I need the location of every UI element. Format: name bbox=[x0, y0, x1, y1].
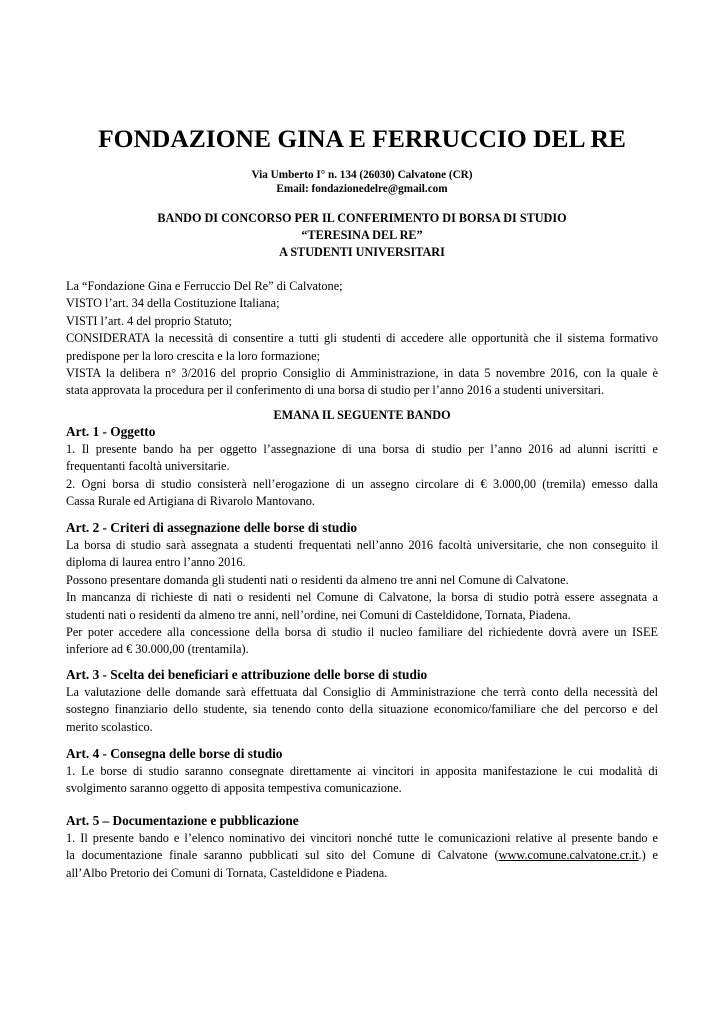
art4-line: 1. Le borse di studio saranno consegnate direttamente ai vincitori in apposita manifestazione le cui modalità di bbox=[66, 764, 658, 778]
art1-title: Art. 1 - Oggetto bbox=[66, 424, 156, 439]
art2-line: studenti nati o residenti da almeno tre anni, nell’ordine, nei Comuni di Casteldidone, Tornata, Piadena. bbox=[66, 607, 571, 622]
art2-title: Art. 2 - Criteri di assegnazione delle borse di studio bbox=[66, 520, 358, 535]
preamble bbox=[66, 278, 658, 400]
art4-line: svolgimento saranno oggetto di apposita tempestiva comunicazione. bbox=[66, 781, 402, 796]
preamble-line: VISTA la delibera n° 3/2016 del proprio Consiglio di Amministrazione, in data 5 novembre 2016, con la quale è bbox=[66, 366, 658, 381]
comune-website-link[interactable]: www.comune.calvatone.cr.it bbox=[498, 848, 639, 863]
preamble-line: VISTI l’art. 4 del proprio Statuto; bbox=[66, 313, 232, 328]
art3-body bbox=[66, 684, 658, 736]
art1-line: Cassa Rurale ed Artigiana di Rivarolo Mantovano. bbox=[66, 494, 315, 509]
emana-heading: EMANA IL SEGUENTE BANDO bbox=[273, 408, 451, 422]
art5-title: Art. 5 – Documentazione e pubblicazione bbox=[66, 813, 299, 828]
art2-line: diploma di laurea entro l’anno 2016. bbox=[66, 555, 246, 570]
art4-body bbox=[66, 763, 658, 798]
bando-heading-line1: BANDO DI CONCORSO PER IL CONFERIMENTO DI BORSA DI STUDIO bbox=[157, 211, 567, 225]
art1-line: frequentanti facoltà universitarie. bbox=[66, 459, 230, 474]
preamble-line: CONSIDERATA la necessità di consentire a tutti gli studenti di accedere alle opportunità che il sistema formativo bbox=[66, 331, 658, 346]
art2-line: La borsa di studio sarà assegnata a studenti frequentati nell’anno 2016 facoltà universitarie, che non conseguito il bbox=[66, 538, 658, 552]
art3-line: sostegno finanziario dello studente, sia tenendo conto della situazione economico/familiare che del percorso e del bbox=[66, 702, 658, 717]
art1-body bbox=[66, 441, 658, 511]
art2-line: Per poter accedere alla concessione della borsa di studio il nucleo familiare del richiedente dovrà avere un ISEE bbox=[66, 625, 658, 640]
art2-line: Possono presentare domanda gli studenti nati o residenti da almeno tre anni nel Comune di Calvatone. bbox=[66, 572, 569, 587]
art5-line2-tail: .) e bbox=[638, 848, 658, 863]
art5-line: all’Albo Pretorio dei Comuni di Tornata, Casteldidone e Piadena. bbox=[66, 865, 388, 880]
art1-line: 1. Il presente bando ha per oggetto l’assegnazione di una borsa di studio per l’anno 2016 ad alunni iscritti e bbox=[66, 442, 658, 456]
foundation-address: Via Umberto I° n. 134 (26030) Calvatone (CR) bbox=[251, 169, 473, 181]
art3-title: Art. 3 - Scelta dei beneficiari e attribuzione delle borse di studio bbox=[66, 667, 428, 682]
art2-line: In mancanza di richieste di nati o residenti nel Comune di Calvatone, la borsa di studio potrà essere assegnata a bbox=[66, 590, 658, 605]
art1-line: 2. Ogni borsa di studio consisterà nell’erogazione di un assegno circolare di € 3.000,00 (tremila) emesso dalla bbox=[66, 476, 658, 491]
art5-body bbox=[66, 830, 658, 882]
art3-line: merito scolastico. bbox=[66, 719, 153, 734]
art3-line: La valutazione delle domande sarà effettuata dal Consiglio di Amministrazione che terrà conto della necessità del bbox=[66, 685, 658, 699]
art4-title: Art. 4 - Consegna delle borse di studio bbox=[66, 746, 283, 761]
bando-heading-line3: A STUDENTI UNIVERSITARI bbox=[279, 245, 445, 259]
preamble-line: predispone per la loro crescita e la loro formazione; bbox=[66, 348, 321, 363]
preamble-line: La “Fondazione Gina e Ferruccio Del Re” di Calvatone; bbox=[66, 279, 343, 293]
foundation-email: Email: fondazionedelre@gmail.com bbox=[276, 183, 448, 195]
art2-line: inferiore ad € 30.000,00 (trentamila). bbox=[66, 642, 249, 657]
art2-body bbox=[66, 537, 658, 659]
foundation-title: FONDAZIONE GINA E FERRUCCIO DEL RE bbox=[98, 124, 626, 153]
preamble-line: stata approvata la procedura per il conferimento di una borsa di studio per l’anno 2016 a studenti universitari. bbox=[66, 383, 605, 398]
art5-line bbox=[66, 847, 658, 864]
art5-line: 1. Il presente bando e l’elenco nominativo dei vincitori nonché tutte le comunicazioni relative al presente bando e bbox=[66, 831, 658, 845]
preamble-line: VISTO l’art. 34 della Costituzione Italiana; bbox=[66, 296, 280, 311]
bando-heading-line2: “TERESINA DEL RE” bbox=[301, 228, 423, 242]
art5-line2-text: la documentazione finale saranno pubblicati sul sito del Comune di Calvatone ( bbox=[66, 848, 499, 863]
